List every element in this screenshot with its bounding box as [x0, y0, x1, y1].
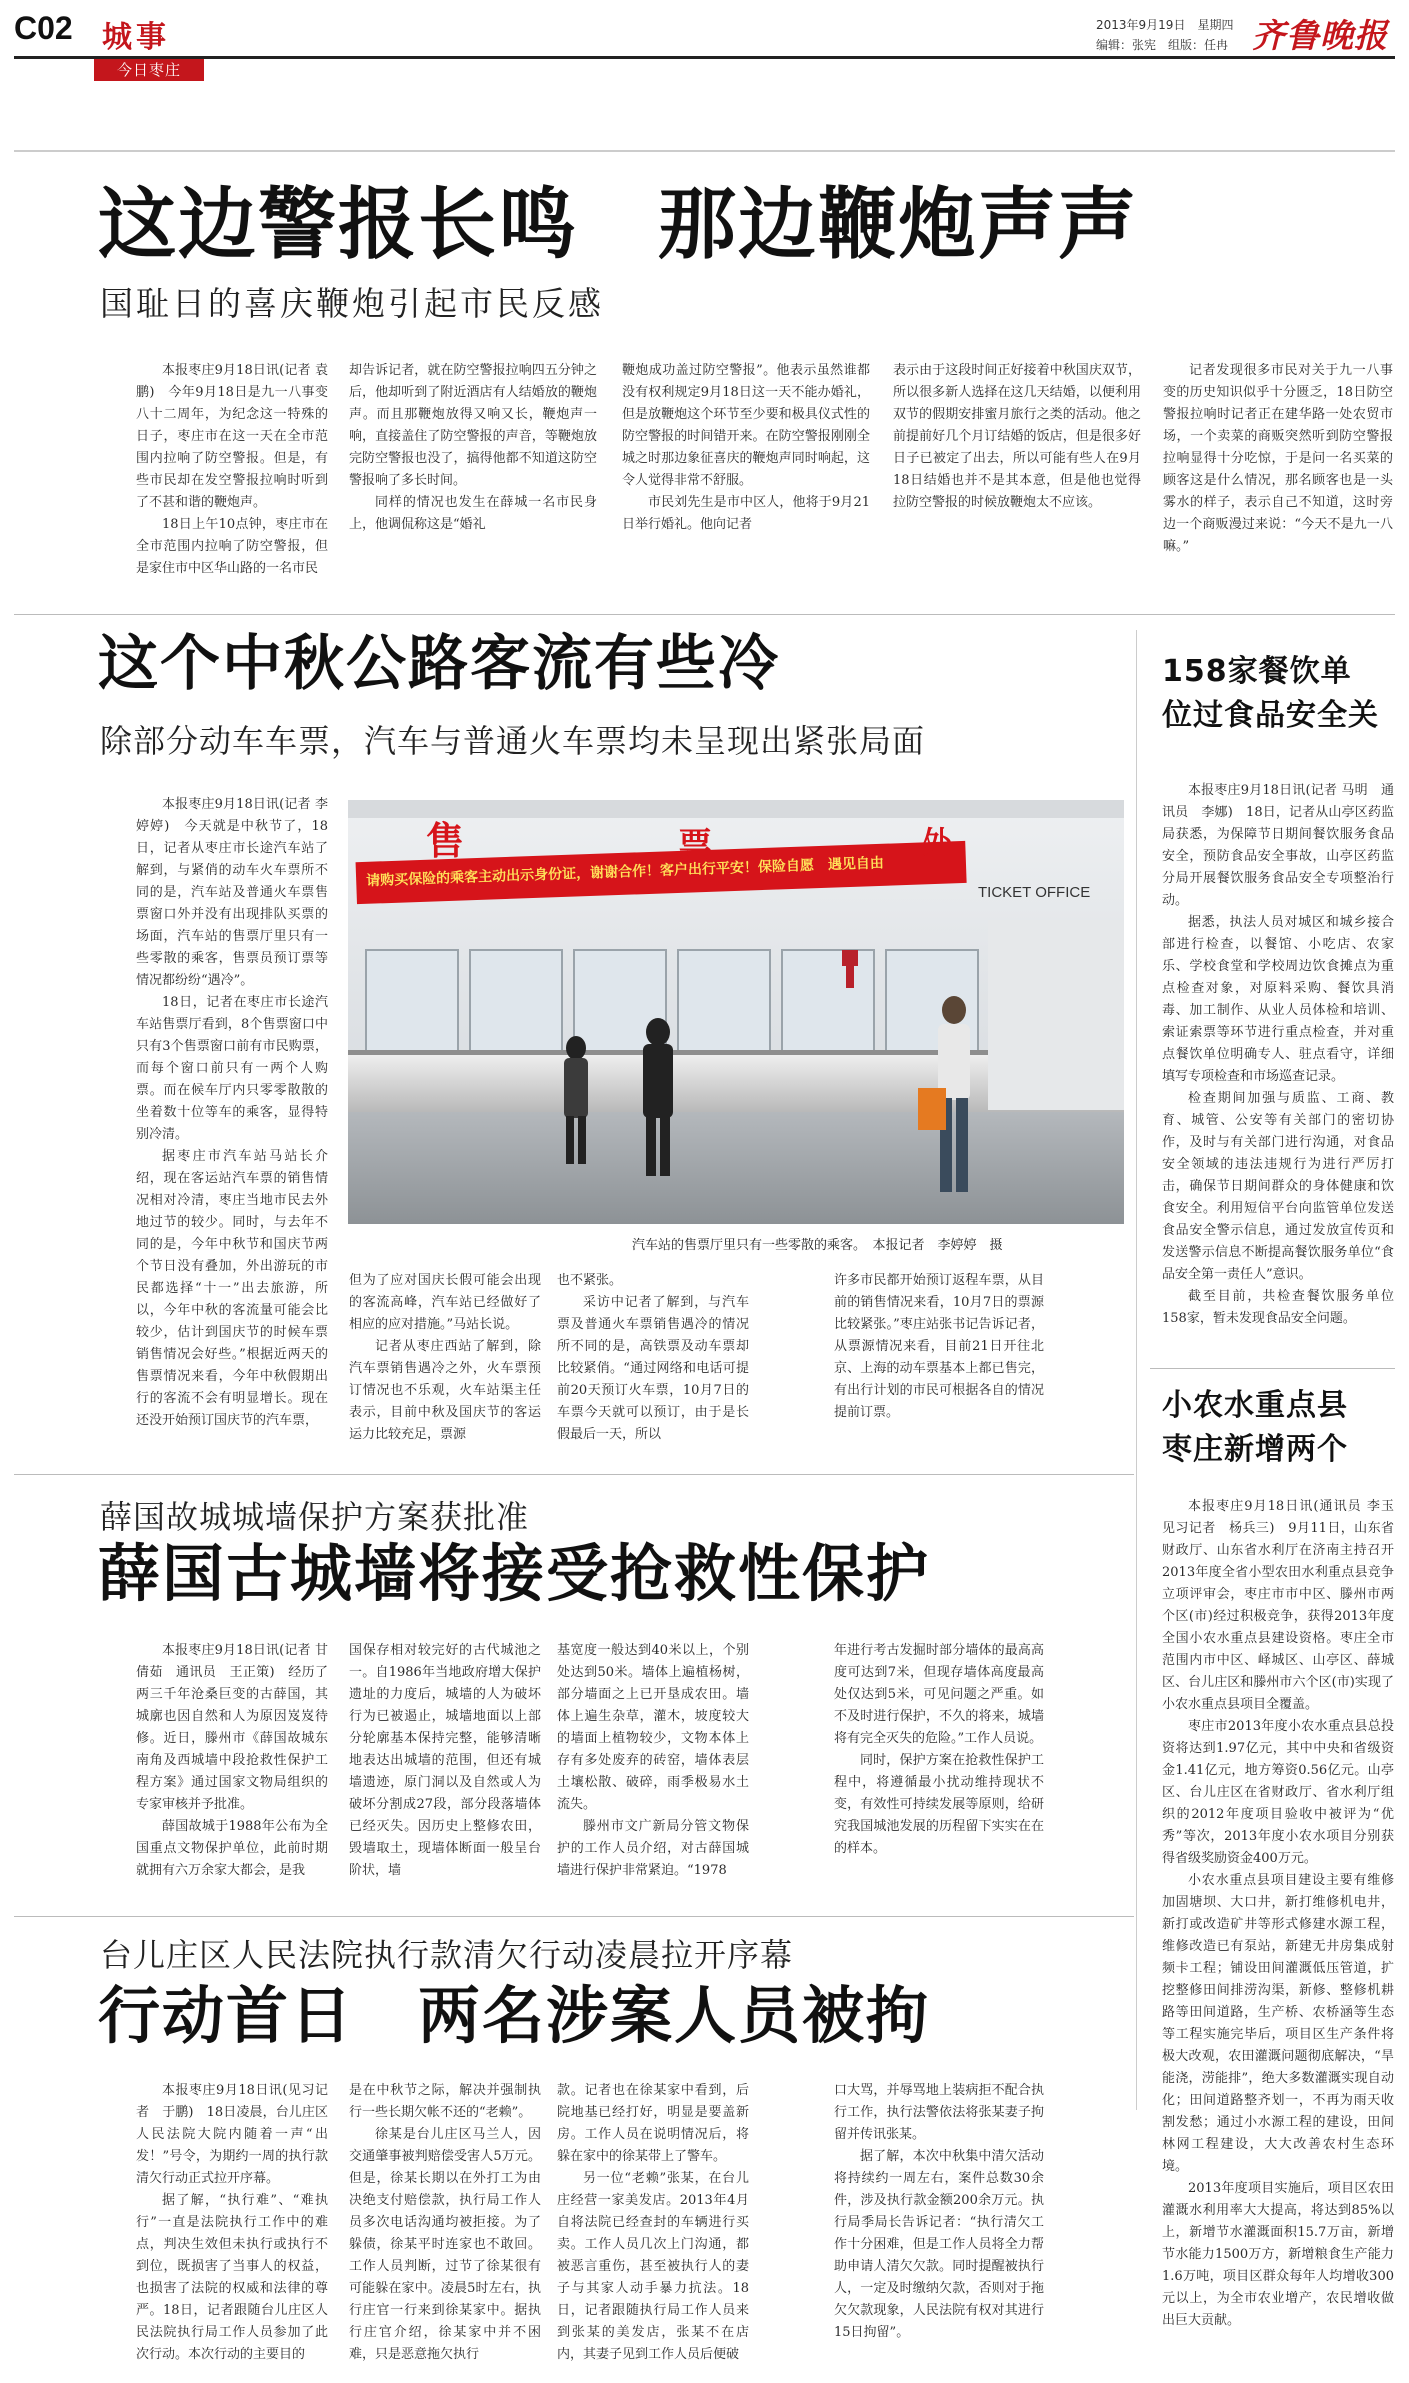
header-date: 2013年9月19日 星期四	[1096, 18, 1234, 32]
paragraph: 市民刘先生是市中区人，他将于9月21日举行婚礼。他向记者	[622, 495, 870, 532]
paragraph: 表示由于这段时间正好接着中秋国庆双节，所以很多新人选择在这几天结婚，以便利用双节的假期安排蜜月旅行之类的活动。他之前提前好几个月订结婚的饭店，但是很多好日子已被定了出去，所以可能有些人在9月18日结婚也并不是其本意，但是他也觉得拉防空警报的时候放鞭炮太不应该。	[893, 363, 1141, 510]
paragraph: 据了解，本次中秋集中清欠活动将持续约一周左右，案件总数30余件，涉及执行款金额200余万元。执行局季局长告诉记者：“执行清欠工作十分困难，但是工作人员将全力帮助申请人清欠欠款。同时提醒被执行人，一定及时缴纳欠款，否则对于拖欠欠款现象，人民法院有权对其进行15日拘留”。	[834, 2149, 1044, 2340]
story1-col-2	[349, 360, 597, 536]
story5-col-4	[834, 1640, 1044, 1860]
ticket-hall-photo	[348, 800, 1124, 1224]
paragraph: 鞭炮成功盖过防空警报”。他表示虽然谁都没有权利规定9月18日这一天不能办婚礼，但是放鞭炮这个环节至少要和极具仪式性的防空警报的时间错开来。在防空警报刚刚全城之时那边象征喜庆的鞭炮声同时响起，这令人觉得非常不舒服。	[622, 363, 870, 488]
story1-headline: 这边警报长鸣 那边鞭炮声声	[98, 180, 1139, 270]
story5-col-2	[349, 1640, 541, 1882]
paragraph: 枣庄市2013年度小农水重点县总投资将达到1.97亿元，其中中央和省级资金1.41亿元，地方筹资0.56亿元。山亭区、台儿庄区在省财政厅、省水利厅组织的2012年度项目验收中被评为“优秀”等次，2013年度小农水项目分别获得省级奖励资金400万元。	[1162, 1719, 1394, 1866]
paragraph: 采访中记者了解到，与汽车票及普通火车票销售遇冷的情况所不同的是，高铁票及动车票却比较紧俏。“通过网络和电话可提前20天预订火车票，10月7日的车票今天就可以预订，由于是长假最后一天，所以	[557, 1295, 749, 1442]
paragraph: 许多市民都开始预订返程车票，从目前的销售情况来看，10月7日的票源比较紧张。”枣庄站张书记告诉记者，从票源情况来看，目前21日开往北京、上海的动车票基本上都已售完，有出行计划的市民可根据各自的情况提前订票。	[834, 1273, 1044, 1420]
story4-headline: 小农水重点县枣庄新增两个	[1162, 1388, 1348, 1467]
story1-col-3	[622, 360, 870, 536]
paragraph: 据枣庄市汽车站马站长介绍，现在客运站汽车票的销售情况相对冷清，枣庄当地市民去外地过节的较少。同时，与去年不同的是，今年中秋节和国庆节两个节日没有叠加，外出游玩的市民都选择“十一”出去旅游，所以，今年中秋的客流量可能会比较少，估计到国庆节的时候车票销售情况会好些。”根据近两天的售票情况来看，今年中秋假期出行的客流不会有明显增长。现在还没开始预订国庆节的汽车票，	[136, 1149, 328, 1428]
story2-col-2	[349, 1270, 541, 1446]
page-header	[0, 0, 1409, 80]
page-code: C02	[14, 10, 73, 46]
story6-col-2	[349, 2080, 541, 2366]
banner-text: 请购买保险的乘客主动出示身份证，谢谢合作！客户出行平安！保险自愿 遇见自由	[365, 855, 885, 890]
story6-kicker: 台儿庄区人民法院执行款清欠行动凌晨拉开序幕	[100, 1936, 794, 1974]
story2-headline: 这个中秋公路客流有些冷	[98, 629, 780, 699]
paragraph: 却告诉记者，就在防空警报拉响四五分钟之后，他却听到了附近酒店有人结婚放的鞭炮声。而且那鞭炮放得又响又长，鞭炮声一响，直接盖住了防空警报的声音，等鞭炮放完防空警报也没了，搞得他都不知道这防空警报响了多长时间。	[349, 363, 597, 488]
paragraph: 年进行考古发掘时部分墙体的最高高度可达到7米，但现存墙体高度最高处仅达到5米，可见问题之严重。如不及时进行保护，不久的将来，城墙将有完全灭失的危险。”工作人员说。	[834, 1643, 1044, 1746]
paragraph: 薛国故城于1988年公布为全国重点文物保护单位，此前时期就拥有六万余家大都会，是我	[136, 1819, 328, 1878]
story3-headline: 158家餐饮单位过食品安全关	[1162, 654, 1379, 733]
story6-col-4	[834, 2080, 1044, 2344]
story5-kicker: 薛国故城城墙保护方案获批准	[100, 1498, 530, 1536]
paragraph: 2013年度项目实施后，项目区农田灌溉水利用率大大提高，将达到85%以上，新增节水灌溉面积15.7万亩，新增节水能力1500万方，新增粮食生产能力1.6万吨，项目区群众每年人均增收300元以上，为全市农业增产，农民增收做出巨大贡献。	[1162, 2181, 1394, 2328]
story5-col-3	[557, 1640, 749, 1882]
story2-subtitle: 除部分动车车票，汽车与普通火车票均未呈现出紧张局面	[100, 722, 926, 760]
paragraph: 基宽度一般达到40米以上，个别处达到50米。墙体上遍植杨树，部分墙面之上已开垦成农田。墙体上遍生杂草，灌木，坡度较大的墙面上植物较少，文物本体上存有多处废弃的砖窑，墙体表层土壤松散、破碎，雨季极易水土流失。	[557, 1643, 749, 1812]
sign-piao: 票	[678, 826, 712, 866]
header-editors: 编辑：张宪 组版：任冉	[1096, 38, 1229, 52]
paragraph: 款。记者也在徐某家中看到，后院地基已经打好，明显是要盖新房。工作人员在说明情况后，将躲在家中的徐某带上了警车。	[557, 2083, 749, 2164]
story4-body	[1162, 1496, 1408, 2332]
story2-col-1	[136, 794, 328, 1432]
story1-col-4	[893, 360, 1141, 514]
sign-shou: 售	[426, 819, 465, 863]
divider	[1150, 1368, 1395, 1369]
story1-col-1	[136, 360, 328, 580]
story6-col-3	[557, 2080, 749, 2366]
story2-col-4	[834, 1270, 1044, 1424]
paragraph: 本报枣庄9月18日讯(见习记者 于鹏) 18日凌晨，台儿庄区人民法院大院内随着一声“出发！”号令，为期约一周的执行款清欠行动正式拉开序幕。	[136, 2083, 328, 2186]
section-name: 城事	[102, 20, 170, 55]
paragraph: 据悉，执法人员对城区和城乡接合部进行检查，以餐馆、小吃店、农家乐、学校食堂和学校周边饮食摊点为重点检查对象，对原料采购、餐饮具消毒、加工制作、从业人员体检和培训、索证索票等环节进行重点检查，并对重点餐饮单位明确专人、驻点看守，详细填写专项检查和市场巡查记录。	[1162, 915, 1394, 1084]
story2-col-3	[557, 1270, 749, 1446]
divider	[14, 1916, 1134, 1917]
paragraph: 另一位“老赖”张某，在台儿庄经营一家美发店。2013年4月自将法院已经查封的车辆进行买卖。工作人员几次上门沟通，都被恶言重伤，甚至被执行人的妻子与其家人动手暴力抗法。18日，记者跟随执行局工作人员来到张某的美发店，张某不在店内，其妻子见到工作人员后便破	[557, 2171, 749, 2362]
paragraph: 滕州市文广新局分管文物保护的工作人员介绍，对古薛国城墙进行保护非常紧迫。“1978	[557, 1819, 749, 1878]
story5-headline: 薛国古城墙将接受抢救性保护	[98, 1537, 931, 1610]
story3-body	[1162, 780, 1394, 1330]
paragraph: 检查期间加强与质监、工商、教育、城管、公安等有关部门的密切协作，及时与有关部门进行沟通，对食品安全领域的违法违规行为进行严厉打击，确保节日期间群众的身体健康和饮食安全。利用短信平台向监管单位发送食品安全警示信息，通过发放宣传页和发送警示信息不断提高餐饮服务单位“食品安全第一责任人”意识。	[1162, 1091, 1394, 1282]
subsection-name: 今日枣庄	[116, 61, 181, 79]
top-divider	[14, 150, 1395, 152]
paragraph: 同样的情况也发生在薛城一名市民身上，他调侃称这是“婚礼	[349, 495, 597, 532]
masthead-logo: 齐鲁晚报	[1252, 16, 1388, 55]
paragraph: 徐某是台儿庄区马兰人，因交通肇事被判赔偿受害人5万元。但是，徐某长期以在外打工为由决绝支付赔偿款，执行局工作人员多次电话沟通均被拒接。为了躲债，徐某平时连家也不敢回。工作人员判断，过节了徐某很有可能躲在家中。凌晨5时左右，执行庄官一行来到徐某家中。据执行庄官介绍，徐某家中并不困难，只是恶意拖欠执行	[349, 2127, 541, 2362]
paragraph: 本报枣庄9月18日讯(通讯员 李玉 见习记者 杨兵三) 9月11日，山东省财政厅、山东省水利厅在济南主持召开2013年度全省小型农田水利重点县竞争立项评审会，枣庄市市中区、滕州市两个区(市)经过积极竞争，获得2013年度全国小农水重点县建设资格。枣庄全市范围内市中区、峄城区、山亭区、薛城区、台儿庄区和滕州市六个区(市)实现了小农水重点县项目全覆盖。	[1162, 1499, 1408, 1712]
paragraph: 据了解，“执行难”、“难执行”一直是法院执行工作中的难点，判决生效但未执行或执行不到位，既损害了当事人的权益，也损害了法院的权威和法律的尊严。18日，记者跟随台儿庄区人民法院执行局工作人员参加了此次行动。本次行动的主要目的	[136, 2193, 328, 2362]
paragraph: 国保存相对较完好的古代城池之一。自1986年当地政府增大保护遗址的力度后，城墙的人为破坏行为已被遏止，城墙地面以上部分轮廓基本保持完整，能够清晰地表达出城墙的范围，但还有城墙遗迹，原门洞以及自然或人为破坏分割成27段，部分段落墙体已经灭失。因历史上整修农田，毁墙取土，现墙体断面一般呈台阶状，墙	[349, 1643, 541, 1878]
paragraph: 18日，记者在枣庄市长途汽车站售票厅看到，8个售票窗口中只有3个售票窗口前有市民购票，而每个窗口前只有一两个人购票。而在候车厅内只零零散散的坐着数十位等车的乘客，显得特别冷清。	[136, 995, 328, 1142]
paragraph: 记者发现很多市民对关于九一八事变的历史知识似乎十分匮乏，18日防空警报拉响时记者正在建华路一处农贸市场，一个卖菜的商贩突然听到防空警报拉响显得十分吃惊，于是问一名买菜的顾客这是什么情况，那名顾客也是一头雾水的样子，表示自己不知道，这时旁边一个商贩漫过来说：“今天不是九一八嘛。”	[1163, 363, 1393, 554]
paragraph: 本报枣庄9月18日讯(记者 袁鹏) 今年9月18日是九一八事变八十二周年，为纪念这一特殊的日子，枣庄市在这一天在全市范围内拉响了防空警报。但是，有些市民却在发空警报拉响时听到了不甚和谐的鞭炮声。	[136, 363, 328, 510]
paragraph: 本报枣庄9月18日讯(记者 甘倩茹 通讯员 王正策) 经历了两三千年沧桑巨变的古薛国，其城廓也因自然和人为原因岌岌待修。近日，滕州市《薛国故城东南角及西城墙中段抢救性保护工程方案》通过国家文物局组织的专家审核并予批准。	[136, 1643, 328, 1812]
paragraph: 本报枣庄9月18日讯(记者 李婷婷) 今天就是中秋节了，18日，记者从枣庄市长途汽车站了解到，与紧俏的动车火车票所不同的是，汽车站及普通火车票售票窗口外并没有出现排队买票的场面，汽车站的售票厅里只有一些零散的乘客，售票员预订票等情况都纷纷“遇冷”。	[136, 797, 328, 988]
divider	[14, 1474, 1134, 1475]
story1-col-5	[1163, 360, 1393, 558]
story6-headline: 行动首日 两名涉案人员被拘	[98, 1979, 931, 2052]
header-rule	[14, 56, 1395, 59]
paragraph: 是在中秋节之际，解决并强制执行一些长期欠帐不还的“老赖”。	[349, 2083, 541, 2120]
paragraph: 但为了应对国庆长假可能会出现的客流高峰，汽车站已经做好了相应的应对措施。”马站长说。	[349, 1273, 541, 1332]
story6-col-1	[136, 2080, 328, 2366]
paragraph: 本报枣庄9月18日讯(记者 马明 通讯员 李娜) 18日，记者从山亭区药监局获悉，为保障节日期间餐饮服务食品安全，预防食品安全事故，山亭区药监分局开展餐饮服务食品安全专项整治行动。	[1162, 783, 1394, 908]
story1-subtitle: 国耻日的喜庆鞭炮引起市民反感	[100, 284, 604, 323]
divider	[14, 614, 1395, 615]
story5-col-1	[136, 1640, 328, 1882]
paragraph: 也不紧张。	[557, 1273, 623, 1288]
photo-caption: 汽车站的售票厅里只有一些零散的乘客。 本报记者 李婷婷 摄	[632, 1238, 1003, 1253]
paragraph: 同时，保护方案在抢救性保护工程中，将遵循最小扰动维持现状不变，有效性可持续发展等原则，给研究我国城池发展的历程留下实实在在的样本。	[834, 1753, 1044, 1856]
paragraph: 记者从枣庄西站了解到，除汽车票销售遇冷之外，火车票预订情况也不乐观，火车站渠主任表示，目前中秋及国庆节的客运运力比较充足，票源	[349, 1339, 541, 1442]
ticket-office-sign: TICKET OFFICE	[978, 884, 1091, 901]
right-column-divider	[1136, 630, 1137, 2110]
paragraph: 18日上午10点钟，枣庄市在全市范围内拉响了防空警报，但是家住市中区华山路的一名市民	[136, 517, 328, 576]
paragraph: 口大骂，并辱骂地上装病拒不配合执行工作，执行法警依法将张某妻子拘留并传讯张某。	[834, 2083, 1044, 2142]
paragraph: 小农水重点县项目建设主要有维修加固塘坝、大口井，新打维修机电井，新打或改造矿井等形式修建水源工程，维修改造已有泵站，新建无井房集成射频卡工程；铺设田间灌溉低压管道，扩挖整修田间排涝沟渠，新修、整修机耕路等田间道路，生产桥、农桥涵等生态等工程实施完毕后，项目区生产条件将极大改观，农田灌溉问题彻底解决，“旱能浇，涝能排”，绝大多数灌溉实现自动化；田间道路整齐划一，不再为雨天收割发愁；通过小水源工程的建设，田间林网工程建设，大大改善农村生态环境。	[1162, 1873, 1394, 2174]
sign-chu: 处	[922, 826, 952, 861]
subsection-bar	[94, 59, 204, 81]
paragraph: 截至目前，共检查餐饮服务单位158家，暂未发现食品安全问题。	[1162, 1289, 1394, 1326]
